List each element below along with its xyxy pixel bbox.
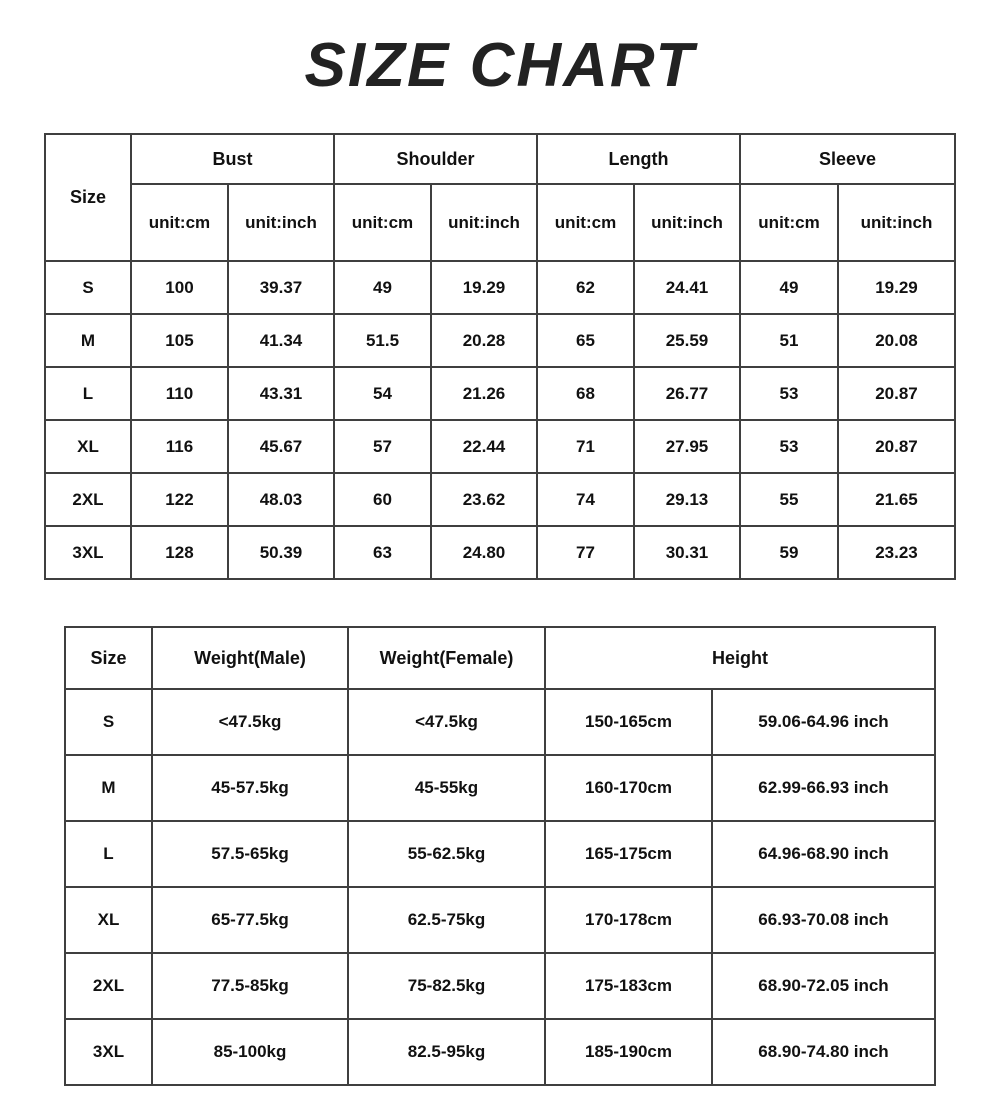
height-inch-cell: 64.96-68.90 inch bbox=[712, 821, 935, 887]
length-inch-cell: 26.77 bbox=[634, 367, 740, 420]
measurement-table bbox=[44, 133, 956, 580]
length-cm-cell: 65 bbox=[537, 314, 634, 367]
fit-size-header: Size bbox=[65, 627, 152, 689]
length-inch-cell: 27.95 bbox=[634, 420, 740, 473]
size-cell: L bbox=[45, 367, 131, 420]
weight-male-cell: 77.5-85kg bbox=[152, 953, 348, 1019]
weight-female-cell: <47.5kg bbox=[348, 689, 545, 755]
weight-female-cell: 45-55kg bbox=[348, 755, 545, 821]
length-inch-cell: 29.13 bbox=[634, 473, 740, 526]
sleeve-inch-cell: 20.87 bbox=[838, 367, 955, 420]
height-inch-cell: 68.90-74.80 inch bbox=[712, 1019, 935, 1085]
height-cm-cell: 165-175cm bbox=[545, 821, 712, 887]
bust-cm-cell: 122 bbox=[131, 473, 228, 526]
length-inch-cell: 24.41 bbox=[634, 261, 740, 314]
sleeve-inch-cell: 19.29 bbox=[838, 261, 955, 314]
table-row bbox=[45, 526, 955, 579]
fit-table-head bbox=[65, 627, 935, 689]
sleeve-unit-inch-header: unit:inch bbox=[838, 184, 955, 261]
weight-female-cell: 82.5-95kg bbox=[348, 1019, 545, 1085]
sleeve-cm-cell: 53 bbox=[740, 420, 838, 473]
shoulder-inch-cell: 24.80 bbox=[431, 526, 537, 579]
shoulder-inch-cell: 23.62 bbox=[431, 473, 537, 526]
height-inch-cell: 59.06-64.96 inch bbox=[712, 689, 935, 755]
bust-unit-cm-header: unit:cm bbox=[131, 184, 228, 261]
page-title: SIZE CHART bbox=[304, 31, 696, 100]
bust-cm-cell: 105 bbox=[131, 314, 228, 367]
bust-group-header: Bust bbox=[131, 134, 334, 184]
length-unit-cm-header: unit:cm bbox=[537, 184, 634, 261]
bust-inch-cell: 50.39 bbox=[228, 526, 334, 579]
bust-inch-cell: 45.67 bbox=[228, 420, 334, 473]
shoulder-inch-cell: 19.29 bbox=[431, 261, 537, 314]
size-column-header: Size bbox=[45, 134, 131, 261]
weight-male-cell: 45-57.5kg bbox=[152, 755, 348, 821]
length-cm-cell: 68 bbox=[537, 367, 634, 420]
height-inch-cell: 62.99-66.93 inch bbox=[712, 755, 935, 821]
table-row bbox=[65, 821, 935, 887]
height-cm-cell: 175-183cm bbox=[545, 953, 712, 1019]
size-cell: L bbox=[65, 821, 152, 887]
fit-header-row bbox=[65, 627, 935, 689]
sleeve-cm-cell: 53 bbox=[740, 367, 838, 420]
length-cm-cell: 77 bbox=[537, 526, 634, 579]
fit-table-body bbox=[65, 689, 935, 1085]
weight-male-cell: 85-100kg bbox=[152, 1019, 348, 1085]
weight-female-cell: 55-62.5kg bbox=[348, 821, 545, 887]
height-cm-cell: 170-178cm bbox=[545, 887, 712, 953]
size-cell: 2XL bbox=[45, 473, 131, 526]
bust-inch-cell: 43.31 bbox=[228, 367, 334, 420]
shoulder-cm-cell: 54 bbox=[334, 367, 431, 420]
table-row bbox=[45, 314, 955, 367]
sleeve-unit-cm-header: unit:cm bbox=[740, 184, 838, 261]
weight-female-header: Weight(Female) bbox=[348, 627, 545, 689]
shoulder-group-header: Shoulder bbox=[334, 134, 537, 184]
table-row bbox=[65, 755, 935, 821]
bust-inch-cell: 41.34 bbox=[228, 314, 334, 367]
measurement-table-head bbox=[45, 134, 955, 261]
table-row bbox=[65, 1019, 935, 1085]
length-inch-cell: 25.59 bbox=[634, 314, 740, 367]
size-cell: S bbox=[45, 261, 131, 314]
weight-male-cell: 57.5-65kg bbox=[152, 821, 348, 887]
length-group-header: Length bbox=[537, 134, 740, 184]
sleeve-cm-cell: 55 bbox=[740, 473, 838, 526]
bust-cm-cell: 128 bbox=[131, 526, 228, 579]
weight-male-header: Weight(Male) bbox=[152, 627, 348, 689]
table-row bbox=[45, 367, 955, 420]
sleeve-inch-cell: 23.23 bbox=[838, 526, 955, 579]
length-cm-cell: 74 bbox=[537, 473, 634, 526]
height-inch-cell: 68.90-72.05 inch bbox=[712, 953, 935, 1019]
sleeve-inch-cell: 20.08 bbox=[838, 314, 955, 367]
size-cell: XL bbox=[45, 420, 131, 473]
height-header: Height bbox=[545, 627, 935, 689]
length-cm-cell: 62 bbox=[537, 261, 634, 314]
size-cell: XL bbox=[65, 887, 152, 953]
fit-table bbox=[64, 626, 936, 1086]
bust-cm-cell: 100 bbox=[131, 261, 228, 314]
bust-inch-cell: 39.37 bbox=[228, 261, 334, 314]
weight-female-cell: 62.5-75kg bbox=[348, 887, 545, 953]
weight-male-cell: <47.5kg bbox=[152, 689, 348, 755]
shoulder-inch-cell: 21.26 bbox=[431, 367, 537, 420]
shoulder-cm-cell: 63 bbox=[334, 526, 431, 579]
table-row bbox=[65, 887, 935, 953]
size-cell: M bbox=[45, 314, 131, 367]
measurement-table-body bbox=[45, 261, 955, 579]
table-row bbox=[45, 261, 955, 314]
sleeve-group-header: Sleeve bbox=[740, 134, 955, 184]
sleeve-cm-cell: 59 bbox=[740, 526, 838, 579]
length-cm-cell: 71 bbox=[537, 420, 634, 473]
size-cell: 3XL bbox=[65, 1019, 152, 1085]
bust-cm-cell: 116 bbox=[131, 420, 228, 473]
sleeve-cm-cell: 49 bbox=[740, 261, 838, 314]
bust-cm-cell: 110 bbox=[131, 367, 228, 420]
table-row bbox=[65, 953, 935, 1019]
shoulder-cm-cell: 49 bbox=[334, 261, 431, 314]
shoulder-unit-cm-header: unit:cm bbox=[334, 184, 431, 261]
size-cell: 2XL bbox=[65, 953, 152, 1019]
shoulder-inch-cell: 20.28 bbox=[431, 314, 537, 367]
height-inch-cell: 66.93-70.08 inch bbox=[712, 887, 935, 953]
length-unit-inch-header: unit:inch bbox=[634, 184, 740, 261]
size-cell: S bbox=[65, 689, 152, 755]
measurement-unit-header-row bbox=[45, 184, 955, 261]
height-cm-cell: 150-165cm bbox=[545, 689, 712, 755]
weight-female-cell: 75-82.5kg bbox=[348, 953, 545, 1019]
table-row bbox=[65, 689, 935, 755]
size-cell: 3XL bbox=[45, 526, 131, 579]
measurement-group-header-row bbox=[45, 134, 955, 184]
height-cm-cell: 185-190cm bbox=[545, 1019, 712, 1085]
shoulder-cm-cell: 60 bbox=[334, 473, 431, 526]
size-cell: M bbox=[65, 755, 152, 821]
table-row bbox=[45, 473, 955, 526]
sleeve-inch-cell: 21.65 bbox=[838, 473, 955, 526]
bust-unit-inch-header: unit:inch bbox=[228, 184, 334, 261]
shoulder-cm-cell: 51.5 bbox=[334, 314, 431, 367]
length-inch-cell: 30.31 bbox=[634, 526, 740, 579]
shoulder-inch-cell: 22.44 bbox=[431, 420, 537, 473]
shoulder-cm-cell: 57 bbox=[334, 420, 431, 473]
shoulder-unit-inch-header: unit:inch bbox=[431, 184, 537, 261]
weight-male-cell: 65-77.5kg bbox=[152, 887, 348, 953]
table-row bbox=[45, 420, 955, 473]
sleeve-cm-cell: 51 bbox=[740, 314, 838, 367]
sleeve-inch-cell: 20.87 bbox=[838, 420, 955, 473]
height-cm-cell: 160-170cm bbox=[545, 755, 712, 821]
bust-inch-cell: 48.03 bbox=[228, 473, 334, 526]
